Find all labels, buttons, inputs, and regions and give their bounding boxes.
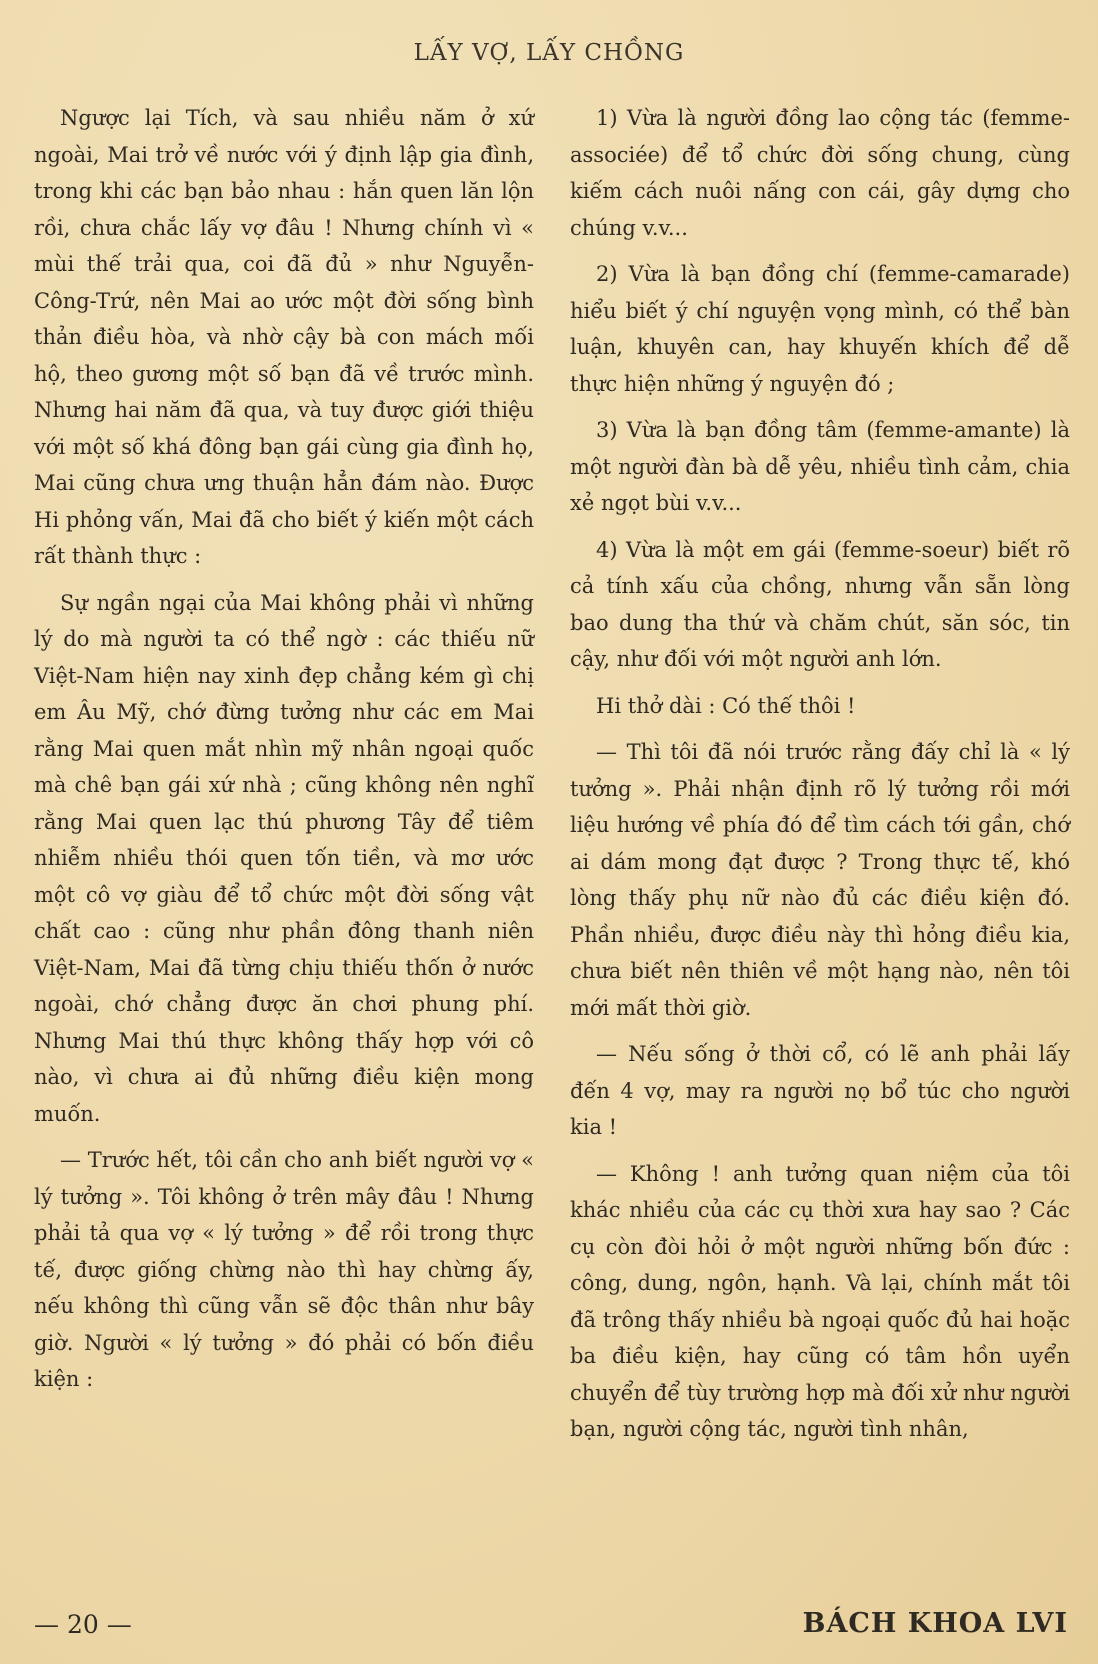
- publication-footer: BÁCH KHOA LVI: [802, 1608, 1068, 1639]
- running-head: LẤY VỢ, LẤY CHỒNG: [413, 40, 685, 66]
- paragraph: — Không ! anh tưởng quan niệm của tôi khác nhiều của các cụ thời xưa hay sao ? Các cụ còn đòi hỏi ở một người những bốn đức : công, dung, ngôn, hạnh. Và lại, chính mắt tôi đã trông thấy nhiều bà ngoại quốc đủ hai hoặc ba điều kiện, hay cũng có tâm hồn uyển chuyển để tùy trường hợp mà đối xử như người bạn, người cộng tác, người tình nhân,: [570, 1161, 1070, 1441]
- paragraph: 1) Vừa là người đồng lao cộng tác (femme-associée) để tổ chức đời sống chung, cùng kiếm cách nuôi nấng con cái, gây dựng cho chúng v.v...: [570, 106, 1070, 240]
- paragraph: — Thì tôi đã nói trước rằng đấy chỉ là « lý tưởng ». Phải nhận định rõ lý tưởng rồi mới liệu hướng về phía đó để tìm cách tới gần, chớ ai dám mong đạt được ? Trong thực tế, khó lòng thấy phụ nữ nào đủ các điều kiện đó. Phần nhiều, được điều này thì hỏng điều kia, chưa biết nên thiên về một hạng nào, nên tôi mới mất thời giờ.: [570, 740, 1070, 1020]
- paragraph: 2) Vừa là bạn đồng chí (femme-camarade) hiểu biết ý chí nguyện vọng mình, có thể bàn luận, khuyên can, hay khuyến khích để dễ thực hiện những ý nguyện đó ;: [570, 262, 1070, 396]
- paragraph: — Nếu sống ở thời cổ, có lẽ anh phải lấy đến 4 vợ, may ra người nọ bổ túc cho người kia !: [570, 1042, 1070, 1139]
- paragraph: Ngược lại Tích, và sau nhiều năm ở xứ ngoài, Mai trở về nước với ý định lập gia đình, trong khi các bạn bảo nhau : hắn quen lăn lộn rồi, chưa chắc lấy vợ đâu ! Nhưng chính vì « mùi thế trải qua, coi đã đủ » như Nguyễn-Công-Trứ, nên Mai ao ước một đời sống bình thản điều hòa, và nhờ cậy bà con mách mối hộ, theo gương một số bạn đã về trước mình. Nhưng hai năm đã qua, và tuy được giới thiệu với một số khá đông bạn gái cùng gia đình họ, Mai cũng chưa ưng thuận hẳn đám nào. Được Hi phỏng vấn, Mai đã cho biết ý kiến một cách rất thành thực :: [34, 106, 534, 568]
- paragraph: Sự ngần ngại của Mai không phải vì những lý do mà người ta có thể ngờ : các thiếu nữ Việt-Nam hiện nay xinh đẹp chẳng kém gì chị em Âu Mỹ, chớ đừng tưởng như các em Mai rằng Mai quen mắt nhìn mỹ nhân ngoại quốc mà chê bạn gái xứ nhà ; cũng không nên nghĩ rằng Mai quen lạc thú phương Tây để tiêm nhiễm nhiều thói quen tốn tiền, và mơ ước một cô vợ giàu để tổ chức một đời sống vật chất cao : cũng như phần đông thanh niên Việt-Nam, Mai đã từng chịu thiếu thốn ở nước ngoài, chớ chẳng được ăn chơi phung phí. Nhưng Mai thú thực không thấy hợp với cô nào, vì chưa ai đủ những điều kiện mong muốn.: [34, 590, 534, 1126]
- paragraph: 4) Vừa là một em gái (femme-soeur) biết rõ cả tính xấu của chồng, nhưng vẫn sẵn lòng bao dung tha thứ và chăm chút, săn sóc, tin cậy, như đối với một người anh lớn.: [570, 537, 1070, 671]
- paragraph: — Trước hết, tôi cần cho anh biết người vợ « lý tưởng ». Tôi không ở trên mây đâu ! Nhưng phải tả qua vợ « lý tưởng » để rồi trong thực tế, được giống chừng nào thì hay chừng ấy, nếu không thì cũng vẫn sẽ độc thân như bây giờ. Người « lý tưởng » đó phải có bốn điều kiện :: [34, 1148, 534, 1391]
- right-column: [570, 100, 1070, 1458]
- page-number: — 20 —: [34, 1610, 132, 1639]
- left-column: [34, 100, 534, 1408]
- paragraph: Hi thở dài : Có thế thôi !: [596, 693, 856, 718]
- paragraph: 3) Vừa là bạn đồng tâm (femme-amante) là một người đàn bà dễ yêu, nhiều tình cảm, chia xẻ ngọt bùi v.v...: [570, 418, 1070, 515]
